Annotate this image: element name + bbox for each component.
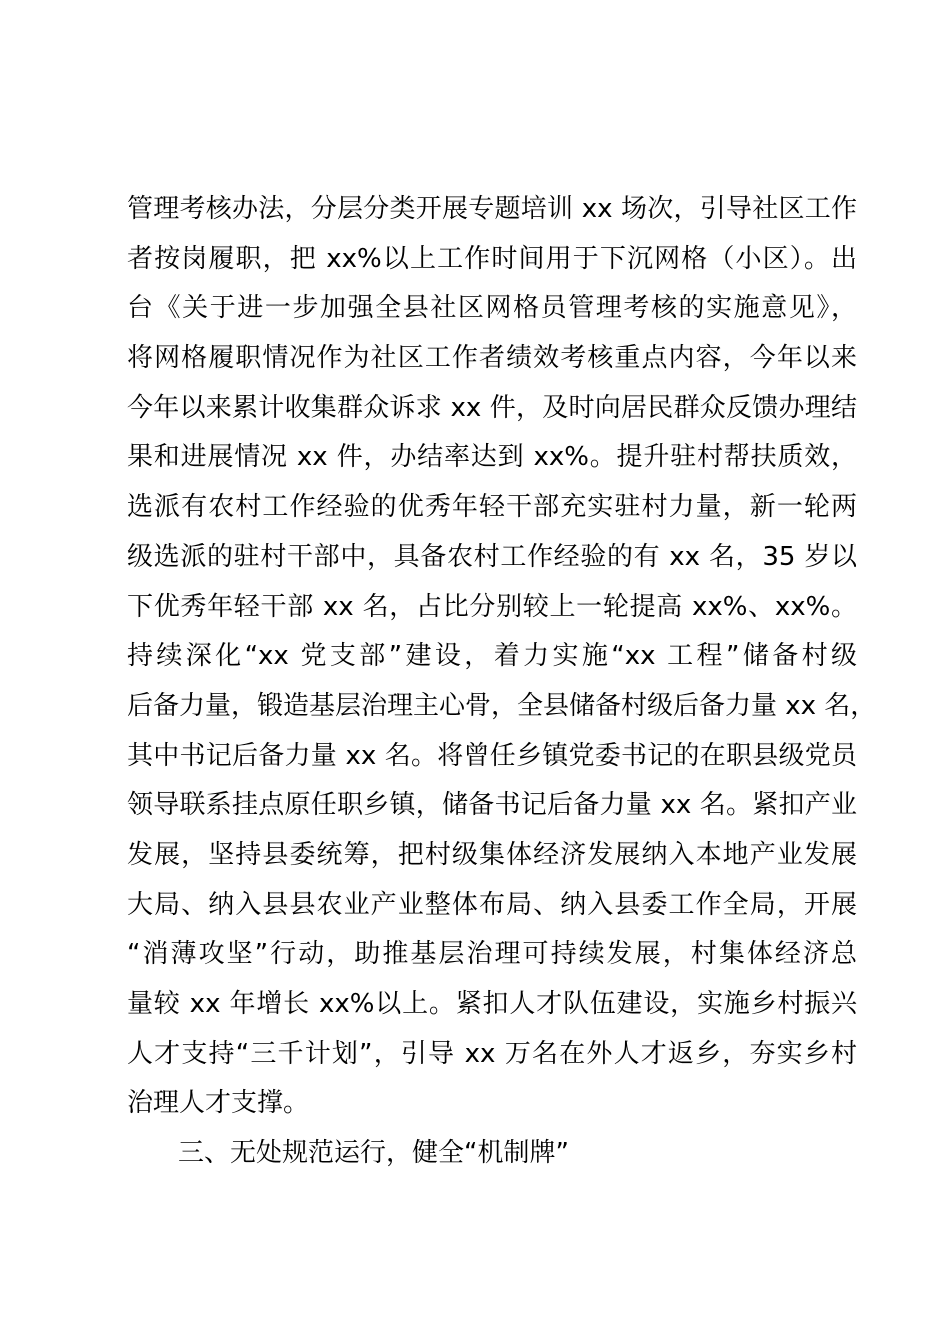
paragraph-line: 今年以来累计收集群众诉求 xx 件，及时向居民群众反馈办理结 bbox=[127, 392, 857, 423]
paragraph-line: 人才支持“三千计划”，引导 xx 万名在外人才返乡，夯实乡村 bbox=[127, 1038, 857, 1069]
paragraph-line: 其中书记后备力量 xx 名。将曾任乡镇党委书记的在职县级党员 bbox=[127, 740, 857, 771]
paragraph-line: 管理考核办法，分层分类开展专题培训 xx 场次，引导社区工作 bbox=[127, 194, 857, 224]
paragraph-line: 大局、纳入县县农业产业整体布局、纳入县委工作全局，开展 bbox=[127, 889, 857, 920]
paragraph-line: 领导联系挂点原任职乡镇，储备书记后备力量 xx 名。紧扣产业 bbox=[127, 790, 857, 821]
paragraph-line: 下优秀年轻干部 xx 名，占比分别较上一轮提高 xx%、xx%。 bbox=[127, 591, 857, 622]
paragraph-line: 量较 xx 年增长 xx%以上。紧扣人才队伍建设，实施乡村振兴 bbox=[127, 989, 857, 1019]
section-heading: 三、无处规范运行，健全“机制牌” bbox=[178, 1138, 569, 1168]
paragraph-line: 持续深化“xx 党支部”建设，着力实施“xx 工程”储备村级 bbox=[127, 641, 857, 672]
paragraph-line: 后备力量，锻造基层治理主心骨，全县储备村级后备力量 xx 名， bbox=[127, 690, 877, 721]
paragraph-line: “消薄攻坚”行动，助推基层治理可持续发展，村集体经济总 bbox=[127, 939, 857, 970]
paragraph-line: 级选派的驻村干部中，具备农村工作经验的有 xx 名，35 岁以 bbox=[127, 541, 857, 572]
paragraph-line: 发展，坚持县委统筹，把村级集体经济发展纳入本地产业发展 bbox=[127, 839, 857, 870]
body-paragraph bbox=[127, 185, 877, 1129]
paragraph-line: 选派有农村工作经验的优秀年轻干部充实驻村力量，新一轮两 bbox=[127, 492, 857, 523]
paragraph-line: 治理人才支撑。 bbox=[127, 1088, 310, 1119]
paragraph-line: 台《关于进一步加强全县社区网格员管理考核的实施意见》， bbox=[127, 293, 857, 324]
paragraph-line: 者按岗履职，把 xx%以上工作时间用于下沉网格（小区）。出 bbox=[127, 243, 857, 274]
paragraph-line: 将网格履职情况作为社区工作者绩效考核重点内容，今年以来 bbox=[127, 343, 857, 374]
paragraph-line: 果和进展情况 xx 件，办结率达到 xx%。提升驻村帮扶质效， bbox=[127, 442, 857, 473]
